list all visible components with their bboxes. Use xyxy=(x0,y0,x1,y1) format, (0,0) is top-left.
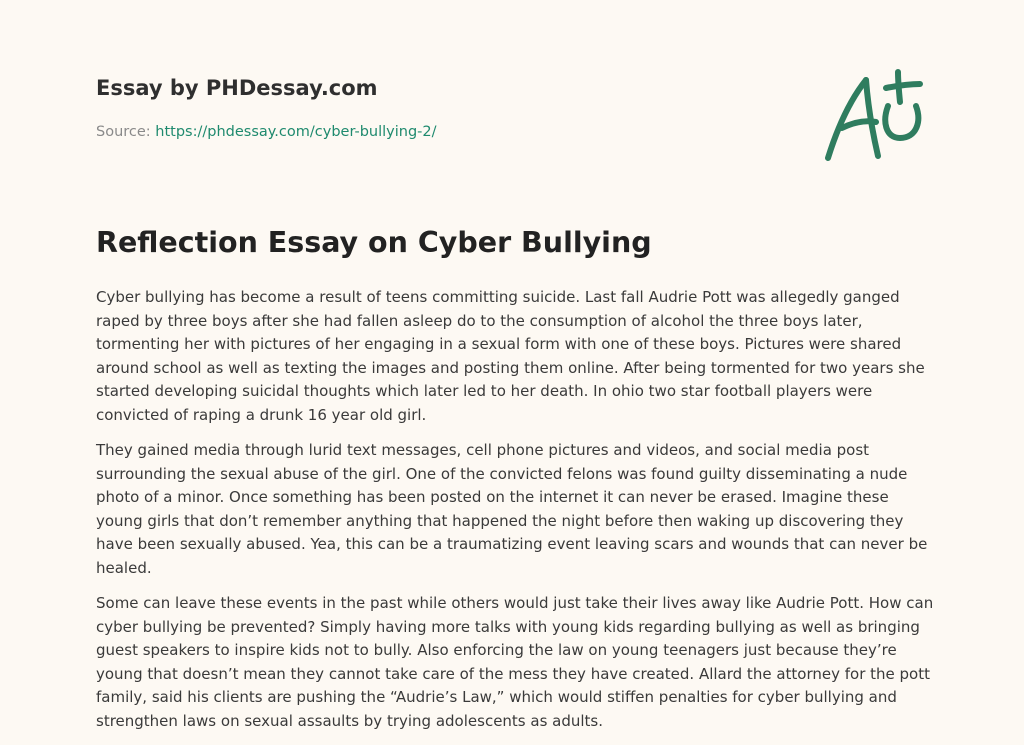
source-line xyxy=(96,124,437,140)
source-label: Source: xyxy=(96,124,156,140)
essay-paragraph-2: They gained media through lurid text messages, cell phone pictures and videos, and social media post surrounding the sexual abuse of the girl. One of the convicted felons was found guilty disseminating a nude photo of a minor. Once something has been posted on the internet it can never be erased. Imagine these young girls that don’t remember anything that happened the night before then waking up discovering they have been sexually abused. Yea, this can be a traumatizing event leaving scars and wounds that can never be healed. xyxy=(96,441,928,577)
essay-title: Reflection Essay on Cyber Bullying xyxy=(96,226,652,259)
source-link[interactable]: https://phdessay.com/cyber-bullying-2/ xyxy=(155,124,437,140)
essay-paragraph-1: Cyber bullying has become a result of teens committing suicide. Last fall Audrie Pott was allegedly ganged raped by three boys after she had fallen asleep do to the consumption of alcohol the three boys later, tormenting her with pictures of her engaging in a sexual form with one of these boys. Pictures were shared around school as well as texting the images and posting them online. After being tormented for two years she started developing suicidal thoughts which later led to her death. In ohio two star football players were convicted of raping a drunk 16 year old girl. xyxy=(96,288,925,424)
a-plus-logo-icon xyxy=(816,66,936,166)
site-title: Essay by PHDessay.com xyxy=(96,76,378,100)
essay-body xyxy=(96,286,936,745)
essay-paragraph-3: Some can leave these events in the past while others would just take their lives away like Audrie Pott. How can cyber bullying be prevented? Simply having more talks with young kids regarding bullying as well as bringing guest speakers to inspire kids not to bully. Also enforcing the law on young teenagers just because they’re young that doesn’t mean they cannot take care of the mess they have created. Allard the attorney for the pott family, said his clients are pushing the “Audrie’s Law,” which would stiffen penalties for cyber bullying and strengthen laws on sexual assaults by trying adolescents as adults. xyxy=(96,594,934,730)
